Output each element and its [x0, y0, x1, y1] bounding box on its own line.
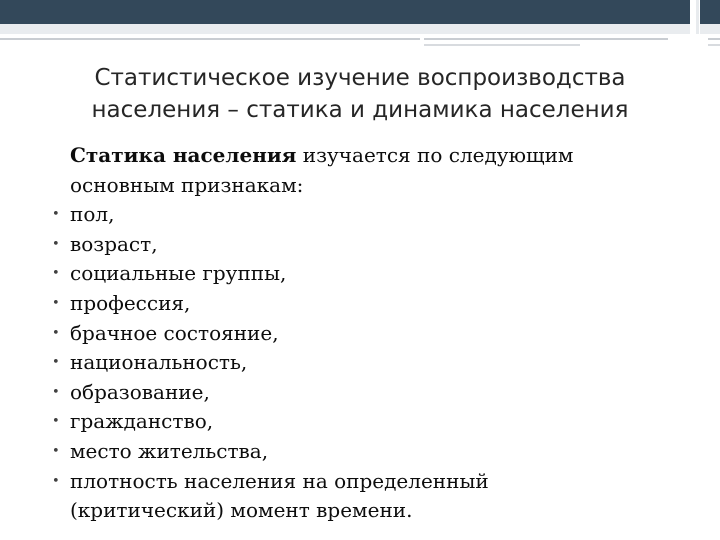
band-dark-right [700, 0, 720, 24]
band-dark-left [0, 0, 690, 24]
bullet-dot-icon: • [52, 414, 60, 430]
bullet-dot-icon: • [52, 384, 60, 400]
bullet-dot-icon: • [52, 325, 60, 341]
slide-body [52, 141, 652, 526]
decorative-rule [424, 38, 668, 40]
bullet-item [52, 348, 652, 378]
intro-text: изучается по следующим [296, 143, 574, 167]
bullet-dot-icon: • [52, 236, 60, 252]
bullet-text: гражданство, [70, 409, 214, 434]
decorative-rule [0, 38, 420, 40]
bullet-text: возраст, [70, 231, 158, 256]
bullet-item [52, 259, 652, 289]
bullet-dot-icon: • [52, 473, 60, 489]
last-bullet-continuation: (критический) момент времени. [70, 498, 413, 523]
bullet-text: образование, [70, 379, 210, 404]
bullet-text: национальность, [70, 350, 248, 375]
decorative-rule [708, 38, 720, 40]
bullet-dot-icon: • [52, 443, 60, 459]
bullet-item [52, 200, 652, 230]
decorative-rule [708, 44, 720, 46]
bullet-dot-icon: • [52, 355, 60, 371]
intro-line-2: основным признакам: [70, 172, 304, 197]
bullet-text: социальные группы, [70, 261, 287, 286]
band-light-left [0, 24, 690, 34]
bullet-text: профессия, [70, 290, 191, 315]
bullet-list [52, 200, 652, 496]
slide-title-line-2: населения – статика и динамика населения [91, 97, 629, 123]
bullet-dot-icon: • [52, 266, 60, 282]
intro-paragraph [52, 141, 652, 171]
bullet-item [52, 319, 652, 349]
bullet-item [52, 407, 652, 437]
bullet-text: брачное состояние, [70, 320, 279, 345]
bullet-text: место жительства, [70, 438, 269, 463]
bullet-item [52, 437, 652, 467]
bullet-item [52, 230, 652, 260]
bullet-dot-icon: • [52, 295, 60, 311]
band-gap [696, 0, 699, 34]
slide-title [60, 62, 660, 126]
band-light-right [700, 24, 720, 34]
bullet-text: пол, [70, 202, 115, 227]
top-decoration-band [0, 0, 720, 24]
intro-bold-term: Статика населения [70, 143, 297, 167]
bullet-text: плотность населения на определенный [70, 468, 489, 493]
slide-title-line-1: Статистическое изучение воспроизводства [94, 65, 626, 91]
bullet-item [52, 378, 652, 408]
decorative-rule [424, 44, 580, 46]
bullet-item [52, 289, 652, 319]
bullet-dot-icon: • [52, 207, 60, 223]
bullet-item [52, 467, 652, 497]
